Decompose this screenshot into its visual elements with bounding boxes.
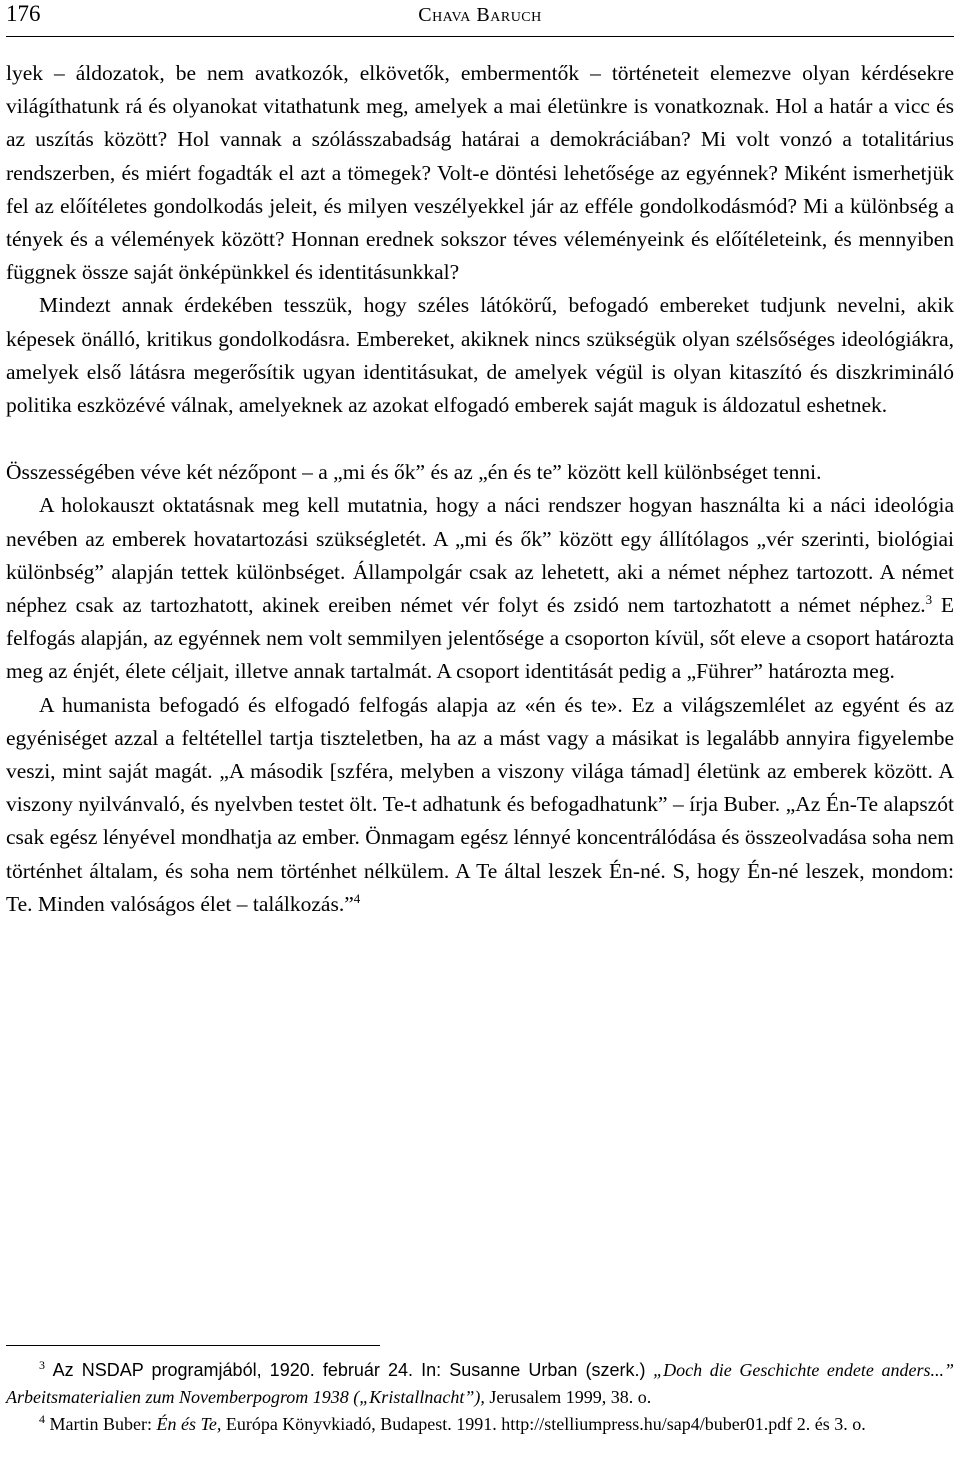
- running-title: Chava Baruch: [418, 4, 542, 26]
- paragraph-5: [6, 689, 954, 921]
- body-text: [6, 57, 954, 921]
- page-number: 176: [6, 1, 41, 26]
- footnotes: [6, 1357, 954, 1438]
- paragraph-4-text-b: E felfogás alapján, az egyénnek nem volt semmilyen jelentősége a csoporton kívül, sőt eleve a csoport határozta meg az énjét, élete céljait, illetve annak tartalmát. A csoport identitását pedig a „Führer” határozta meg.: [6, 593, 954, 684]
- footnote-4-number: 4: [39, 1412, 45, 1426]
- paragraph-4: [6, 489, 954, 688]
- footnote-ref-4[interactable]: 4: [353, 890, 361, 906]
- footnote-3-details: Jerusalem 1999, 38. o.: [484, 1387, 652, 1407]
- paragraph-2: Mindezt annak érdekében tesszük, hogy széles látókörű, befogadó embereket tudjunk nevelni, akik képesek önálló, kritikus gondolkodásra. Embereket, akiknek nincs szükségük olyan szélsőséges ideológiákra, amelyek első látásra megerősítik ugyan identitásukat, de amelyek végül is olyan kitaszító és diszkrimináló politika eszközévé válnak, amelyeknek az azokat elfogadó emberek saját maguk is áldozatul eshetnek.: [6, 293, 954, 418]
- footnote-3-source: Az NSDAP programjából, 1920. február 24. In: Susanne Urban (szerk.): [52, 1360, 646, 1380]
- footnote-4-details: Európa Könyvkiadó, Budapest. 1991. http://stelliumpress.hu/sap4/buber01.pdf 2. és 3. o.: [221, 1414, 866, 1434]
- footnote-4: [6, 1411, 954, 1438]
- footnote-3: [6, 1357, 954, 1411]
- paragraph-1: lyek – áldozatok, be nem avatkozók, elkövetők, embermentők – történeteit elemezve olyan kérdésekre világíthatunk rá és olyanokat vitathatunk meg, amelyek a mai életünkre is vonatkoznak. Hol a határ a vicc és az uszítás között? Hol vannak a szólásszabadság határai a demokráciában? Mi volt vonzó a totalitárius rendszerben, és miért fogadták el azt a tömegek? Volt-e döntési lehetősége az egyénnek? Miként ismerhetjük fel az előítéletes gondolkodás jeleit, és milyen veszélyekkel jár az efféle gondolkodásmód? Mi a különbség a tények és a vélemények között? Honnan erednek sokszor téves véleményeink és előítéleteink, és mennyiben függnek össze saját önképünkkel és identitásunkkal?: [6, 61, 954, 285]
- paragraph-3: Összességében véve két nézőpont – a „mi és ők” és az „én és te” között kell különbséget tenni.: [6, 460, 822, 485]
- footnote-3-number: 3: [39, 1358, 45, 1372]
- footnote-divider: [6, 1345, 380, 1346]
- paragraph-4-text-a: A holokauszt oktatásnak meg kell mutatnia, hogy a náci rendszer hogyan használta ki a náci ideológia nevében az emberek hovatartozási szükségletét. A „mi és ők” között egy állítólagos „vér szerinti, biológiai különbség” alapján tettek különbséget. Állampolgár csak az lehetett, aki a német néphez tartozott. A német néphez csak az tartozhatott, akinek ereiben német vér folyt és zsidó nem tartozhatott a német néphez.: [6, 493, 954, 618]
- footnote-3-title: „Doch die Geschichte endete anders...” Arbeitsmaterialien zum Novemberpogrom 1938 („Kristallnacht”),: [6, 1360, 955, 1407]
- page-header: [6, 0, 954, 37]
- paragraph-5-text: A humanista befogadó és elfogadó felfogás alapja az «én és te». Ez a világszemlélet az egyént és az egyéniséget azzal a feltétellel tartja tiszteletben, ha az a mást vagy a másikat is legalább annyira figyelembe veszi, mint saját magát. „A második [szféra, melyben a viszony világa támad] életünk az emberek között. A viszony nyilvánvaló, és nyelvben testet ölt. Te-t adhatunk és befogadhatunk” – írja Buber. „Az Én-Te alapszót csak egész lényével mondhatja az ember. Önmagam egész lénnyé koncentrálódása és összeolvadása soha nem történhet általam, és soha nem történhet nélkülem. A Te által leszek Én-né. S, hogy Én-né leszek, mondom: Te. Minden valóságos élet – találkozás.”: [6, 692, 954, 916]
- footnote-4-title: Én és Te,: [156, 1414, 222, 1434]
- footnote-ref-3[interactable]: 3: [925, 591, 933, 607]
- footnote-4-author: Martin Buber:: [49, 1414, 157, 1434]
